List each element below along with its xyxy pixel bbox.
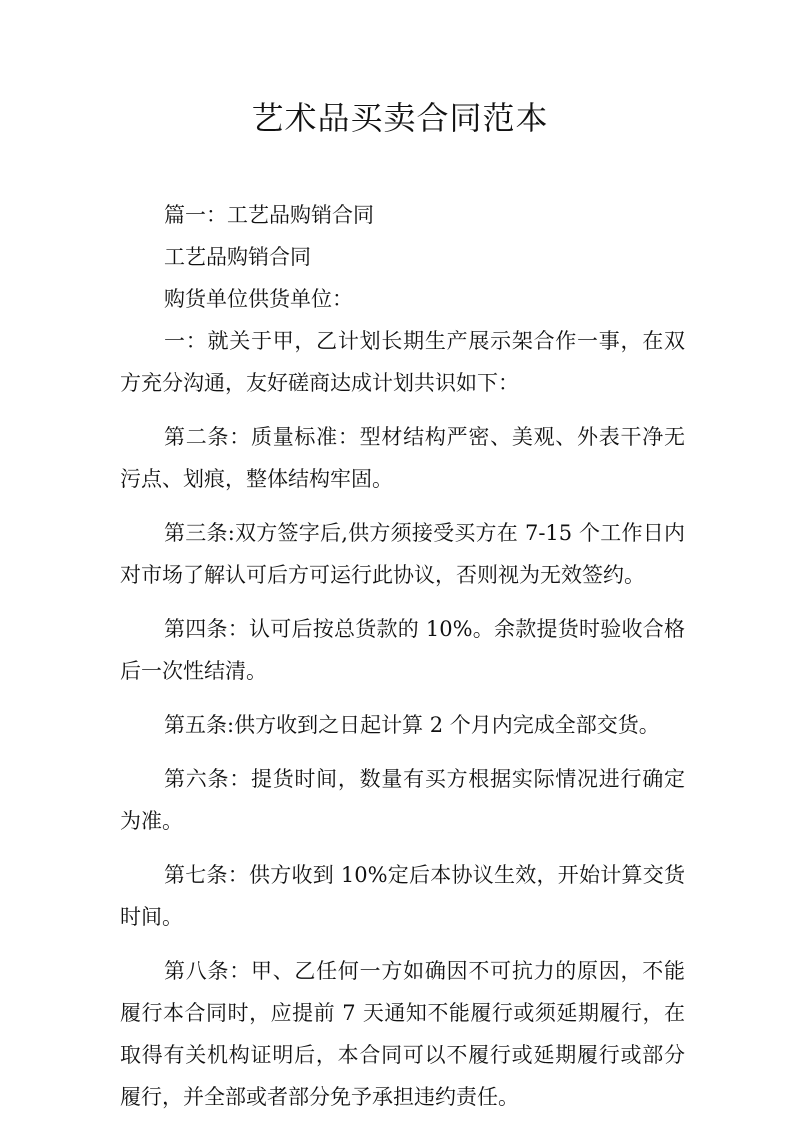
clause-2: 第二条：质量标准：型材结构严密、美观、外表干净无污点、划痕，整体结构牢固。 — [120, 425, 685, 491]
clause-1: 一：就关于甲，乙计划长期生产展示架合作一事，在双方充分沟通，友好磋商达成计划共识如下： — [120, 329, 685, 395]
parties-line: 购货单位供货单位： — [164, 287, 353, 311]
clause-7: 第七条：供方收到 10%定后本协议生效，开始计算交货时间。 — [120, 863, 685, 929]
clause-3: 第三条:双方签字后,供方须接受买方在 7-15 个工作日内对市场了解认可后方可运行此协议，否则视为无效签约。 — [120, 521, 685, 587]
clause-5: 第五条:供方收到之日起计算 2 个月内完成全部交货。 — [164, 713, 660, 737]
clause-8: 第八条：甲、乙任何一方如确因不可抗力的原因，不能履行本合同时，应提前 7 天通知不能履行或须延期履行，在取得有关机构证明后，本合同可以不履行或延期履行或部分履行，并全部或者部分免予承担违约责任。 — [120, 959, 685, 1109]
document-body — [120, 194, 685, 1130]
clause-4: 第四条：认可后按总货款的 10%。余款提货时验收合格后一次性结清。 — [120, 617, 685, 683]
contract-heading: 工艺品购销合同 — [164, 245, 311, 269]
clause-6: 第六条：提货时间，数量有买方根据实际情况进行确定为准。 — [120, 767, 685, 833]
section-heading: 篇一：工艺品购销合同 — [164, 203, 374, 227]
document-title: 艺术品买卖合同范本 — [251, 99, 549, 137]
